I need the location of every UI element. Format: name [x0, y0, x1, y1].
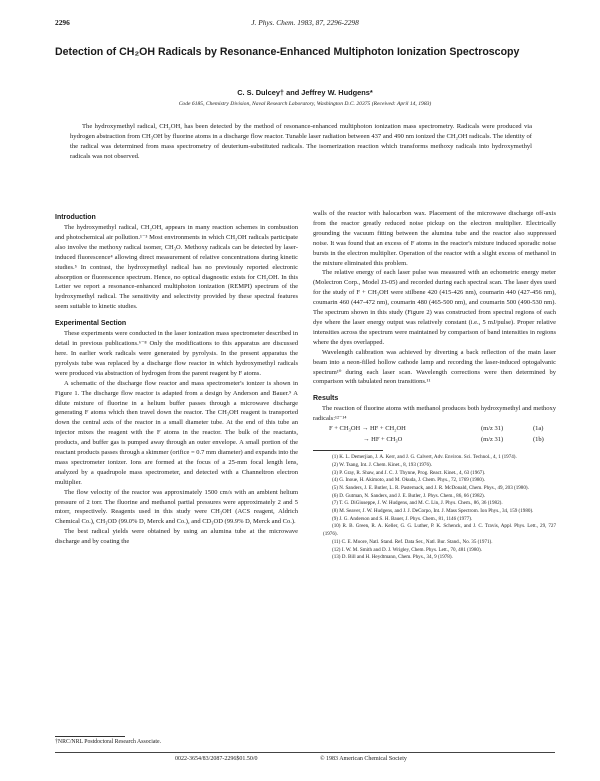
equation-expression: → HF + CH₃O	[363, 436, 403, 444]
journal-citation: J. Phys. Chem. 1983, 87, 2296-2298	[251, 18, 359, 27]
footnote-divider	[55, 736, 125, 737]
references-divider	[313, 450, 383, 451]
page-footer	[55, 756, 555, 766]
results-paragraph: The reaction of fluorine atoms with methanol produces both hydroxymethyl and methoxy radicals:¹²⁻¹⁴	[313, 405, 556, 423]
introduction-heading: Introduction	[55, 214, 96, 221]
reference-item: (10) R. B. Green, R. A. Keller, G. G. Luther, P. K. Schenck, and J. C. Travis, Appl. Phys. Lett., 29, 727 (1976).	[323, 523, 556, 538]
reference-item: (6) D. Gutman, N. Sanders, and J. E. Butler, J. Phys. Chem., 86, 66 (1982).	[332, 492, 486, 499]
reference-item: (7) T. G. DiGiuseppe, J. W. Hudgens, and M. C. Lin, J. Phys. Chem., 86, 36 (1982).	[332, 500, 503, 507]
article-authors: C. S. Dulcey† and Jeffrey W. Hudgens*	[237, 88, 373, 97]
article-code: 0022-3654/83/2087-2296$01.50/0	[175, 756, 258, 762]
equation-mass: (m/z 31)	[481, 425, 504, 433]
equation-label: (1b)	[533, 436, 544, 444]
reference-item: (5) N. Sanders, J. E. Butler, L. R. Pasternack, and J. R. McDonald, Chem. Phys., 49, 203 (1980).	[332, 484, 529, 491]
right-column	[313, 209, 556, 562]
body-paragraph: walls of the reactor with halocarbon wax. Placement of the microwave discharge off-axis from the reactor greatly reduced noise pickup on the electron multiplier. Electrically grounding the vacuum fitting between the alumina tube and the reactor also suppressed noise. It was found that an excess of F atoms in the reactor's mixture induced sporadic noise bursts in the electron multiplier. Operation of the reactor with a slight excess of methanol in the mixture eliminated this problem.	[313, 210, 556, 267]
copyright: © 1983 American Chemical Society	[320, 756, 407, 762]
body-paragraph: The relative energy of each laser pulse was measured with an echometric energy meter (Molectron Corp., Model J3-05) and recorded during each spectral scan. The laser dyes used for the study of F + CH₃OH were stilbene 420 (415-426 nm), coumarin 440 (427-456 nm), coumarin 460 (447-472 nm), coumarin 480 (465-500 nm), and coumarin 500 (490-530 nm). The spectrum shown in this study (Figure 2) was constructed from spectral regions of each dye where the laser energy output was relatively constant (i.e., 5 mJ/pulse). Proper relative intensities across the spectrum were maintained by comparison of band intensities in regions where the dyes overlapped.	[313, 269, 556, 346]
reference-item: (4) G. Inoue, H. Akimoto, and M. Okuda, J. Chem. Phys., 72, 1769 (1980).	[332, 477, 485, 484]
experimental-paragraph: The flow velocity of the reactor was approximately 1500 cm/s with an ambient helium pressure of 2 torr. The fluorine and methanol partial pressures were approximately 2 and 5 mtorr, respectively. Reagents used in this study were CH₃OH (ACS reagent, Aldrich Chemical Co.), CH₃OD (99.0% D, Merck and Co.), and CD₃OD (99.9% D, Merck and Co.).	[55, 488, 298, 526]
left-column	[55, 212, 298, 547]
introduction-paragraph: The hydroxymethyl radical, CH₂OH, appears in many reaction schemes in combustion and photochemical air pollution.¹⁻³ Most environments in which CH₂OH radicals participate also involve the methoxy radical isomer, CH₃O. Methoxy radicals can be detected by laser-induced fluorescence⁴ allowing direct measurement of relative concentrations during kinetic studies.⁵ In contrast, the hydroxymethyl radical has no previously reported electronic absorption or fluorescence spectrum. Hence, no optical diagnostic exists for CH₂OH. In this Letter we report a resonance-enhanced multiphoton ionization (REMPI) spectrum of the hydroxymethyl radical. The sensitivity and selectivity provided by these spectral features seem suitable to kinetic studies.	[55, 224, 298, 311]
reference-item: (1) K. L. Demerjian, J. A. Kerr, and J. G. Calvert, Adv. Environ. Sci. Technol., 4, 1 (1974).	[332, 454, 517, 461]
reference-item: (12) I. W. M. Smith and D. J. Wrigley, Chem. Phys. Lett., 70, 481 (1980).	[332, 546, 482, 553]
reference-item: (8) M. Seaver, J. W. Hudgens, and J. J. DeCorpo, Int. J. Mass Spectrom. Ion Phys., 34, 159 (1980).	[332, 508, 534, 515]
equation-row	[313, 435, 556, 446]
results-heading: Results	[313, 395, 339, 403]
author-footnote: †NRC/NRL Postdoctoral Research Associate.	[55, 739, 162, 745]
reference-item: (13) D. Bill and H. Heydtmann, Chem. Phys., 34, 9 (1978).	[332, 554, 453, 561]
page-number: 2296	[55, 18, 70, 27]
experimental-paragraph: A schematic of the discharge flow reactor and mass spectrometer's ionizer is shown in Figure 1. The discharge flow reactor is adapted from a design by Anderson and Bauer.⁹ A dilute mixture of fluorine in a helium buffer passes through a microwave discharge generating F atoms which then travel down the reactor. The CH₃OH reagent is transported down the central axis of the reactor in a small diameter tube. At the end of this tube an injector mixes the reagent with the F atoms in the reactor. The bulk of the reactants, products, and buffer gas is pumped away through an outer envelope. A small portion of the reactant products passes through a skimmer (orifice = 0.7 mm diameter) and expands into the mass spectrometer ionizer. Ions are formed at the focus of a 25-mm focal length lens, analyzed by a quadrupole mass spectrometer, and detected with a Channeltron electron multiplier.	[55, 379, 298, 486]
reference-item: (3) P. Gray, R. Shaw, and J. C. J. Thynne, Prog. React. Kinet., 4, 63 (1967).	[332, 469, 486, 476]
article-title: Detection of CH₂OH Radicals by Resonance-Enhanced Multiphoton Ionization Spectroscopy	[55, 46, 520, 58]
reference-item: (11) C. E. Moore, Natl. Stand. Ref. Data Ser., Natl. Bur. Stand., No. 35 (1971).	[332, 538, 493, 545]
equation-expression: F + CH₃OH → HF + CH₂OH	[329, 425, 406, 433]
running-head	[55, 18, 555, 30]
footer-divider	[55, 752, 555, 753]
experimental-paragraph: The best radical yields were obtained by using an alumina tube at the microwave discharge and by coating the	[55, 528, 298, 546]
abstract: The hydroxymethyl radical, CH₂OH, has been detected by the method of resonance-enhanced multiphoton ionization mass spectrometry. Radicals were produced via hydrogen abstraction from CH₃OH by fluorine atoms in a discharge flow reactor. Tunable laser radiation between 437 and 490 nm ionized the CH₂OH radicals. The identity of the radical was determined from mass spectrometry of deuterium-substituted radicals. The isomerization reaction which transforms methoxy radicals into hydroxymethyl radicals was not observed.	[70, 123, 532, 160]
references-list	[313, 454, 556, 562]
equation-row	[313, 424, 556, 435]
reference-item: (9) J. G. Anderson and S. H. Bauer, J. Phys. Chem., 81, 1146 (1977).	[332, 515, 473, 522]
experimental-paragraph: These experiments were conducted in the laser ionization mass spectrometer described in detail in previous publications.⁶⁻⁸ Only the modifications to this apparatus are discussed here. In earlier work radicals were generated by pyrolysis. In the present apparatus the pyrolysis tube was replaced by a discharge flow reactor in which hydroxymethyl radicals were produced via abstraction of hydrogen from the parent reagent by F atoms.	[55, 330, 298, 377]
body-paragraph: Wavelength calibration was achieved by diverting a back reflection of the main laser beam into a neon-filled hollow cathode lamp and recording the laser-induced optogalvanic spectrum¹⁰ during each laser scan. Wavelength corrections were then determined by comparison with tabulated neon transitions.¹¹	[313, 348, 556, 386]
reference-item: (2) W. Tsang, Int. J. Chem. Kinet., 8, 193 (1976).	[332, 461, 433, 468]
equation-label: (1a)	[533, 425, 544, 433]
equation-mass: (m/z 31)	[481, 436, 504, 444]
experimental-heading: Experimental Section	[55, 320, 127, 328]
author-affiliation: Code 6185, Chemistry Division, Naval Research Laboratory, Washington D.C. 20375 (Received: April 14, 1983)	[178, 101, 432, 107]
